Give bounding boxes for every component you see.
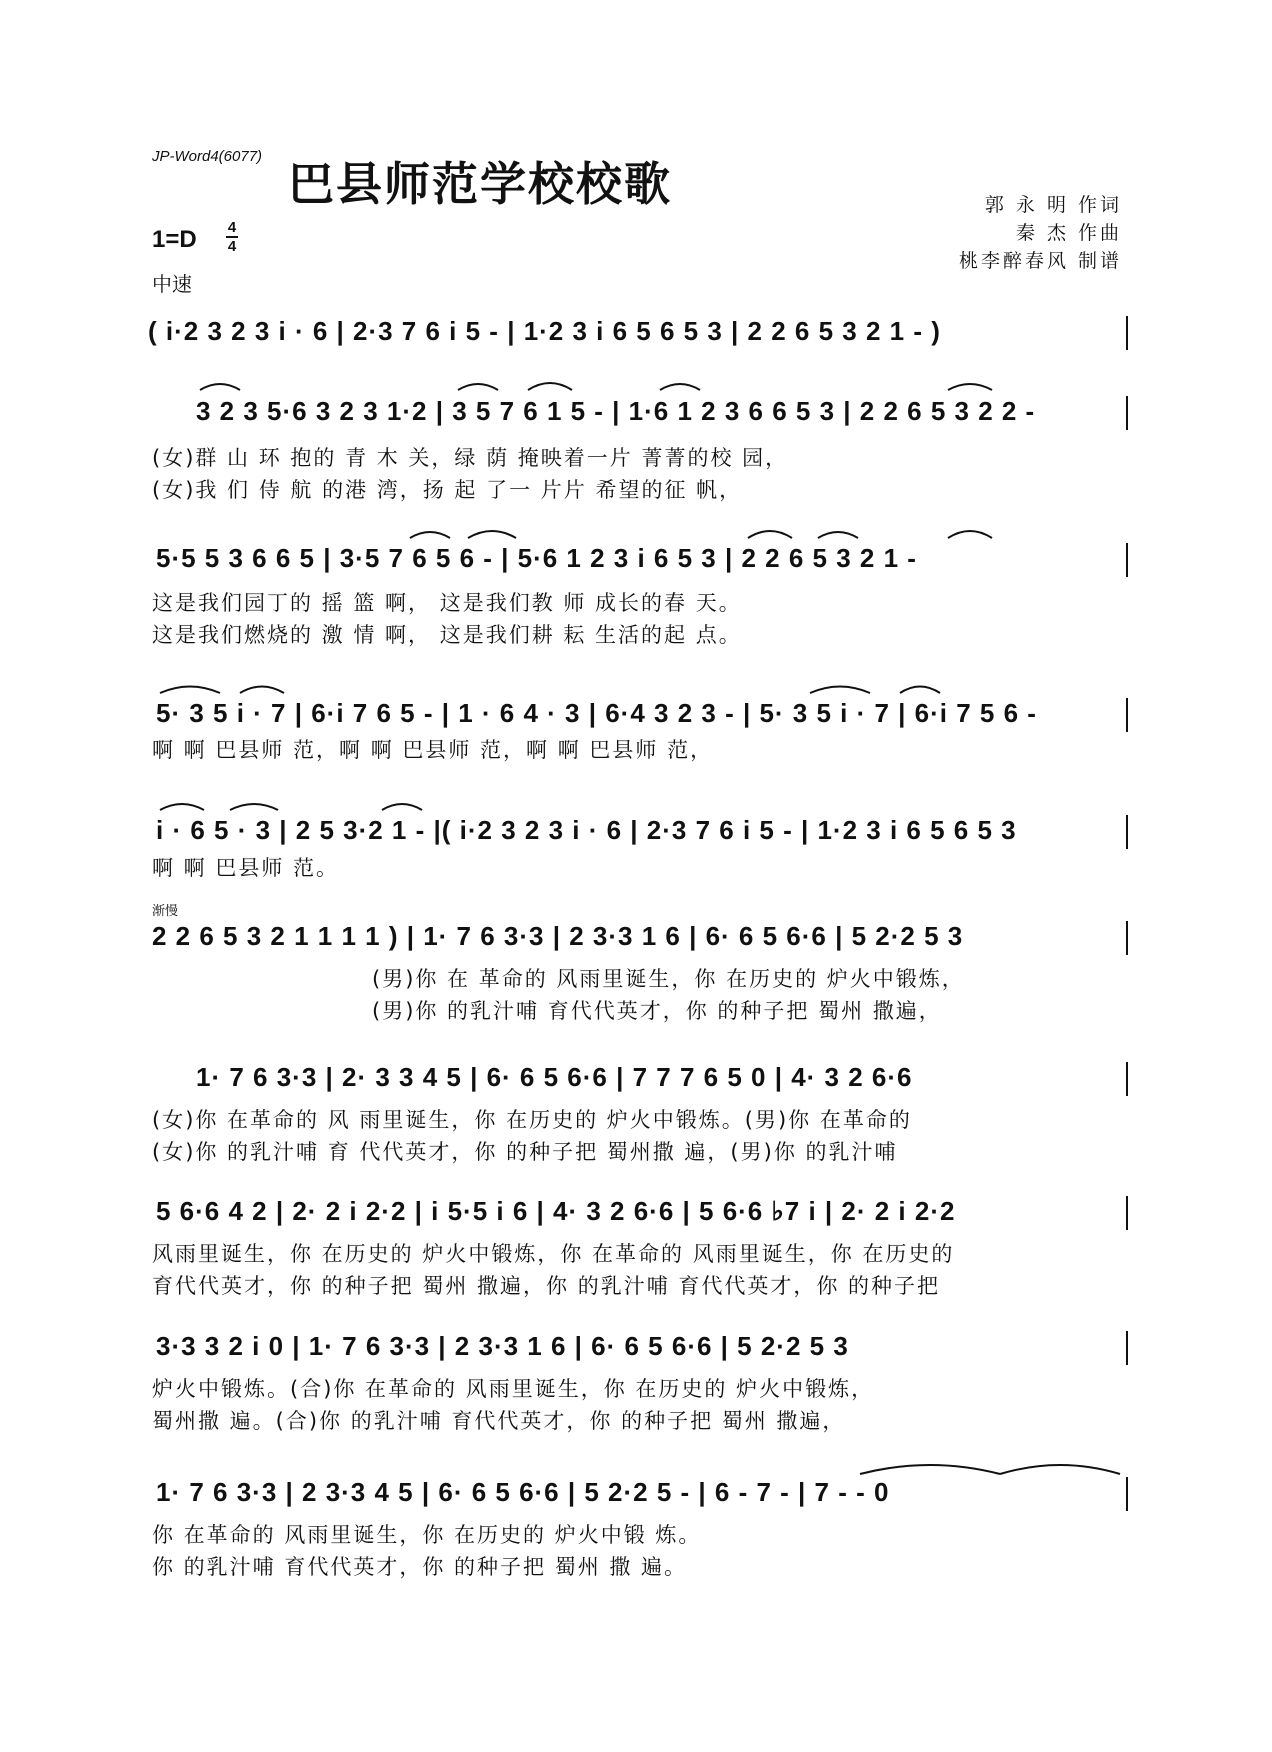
slur [900, 687, 940, 694]
slur [230, 804, 278, 810]
system-2-lyric-1: (女)群 山 环 抱的 青 木 关，绿 荫 掩映着一片 菁菁的校 园， [152, 446, 789, 470]
song-title: 巴县师范学校校歌 [288, 157, 672, 211]
slur [660, 384, 700, 390]
tempo-marking: 中速 [152, 272, 192, 296]
system-5-lyric-1: 啊 啊 巴县师 范。 [152, 856, 340, 880]
key-signature: 1=D [152, 226, 197, 253]
time-signature-bottom: 4 [227, 238, 237, 255]
lyricist-credit: 郭 永 明 作词 [984, 194, 1122, 216]
system-10-lyric-1: 你 在革命的 风雨里诞生，你 在历史的 炉火中锻 炼。 [152, 1523, 702, 1547]
system-3-lyric-1: 这是我们园丁的 摇 篮 啊， 这是我们教 师 成长的春 天。 [152, 591, 742, 615]
barline [1126, 543, 1128, 577]
ritardando-mark: 渐慢 [152, 904, 179, 919]
composer-credit: 秦 杰 作曲 [1015, 222, 1122, 244]
system-7-lyric-1: (女)你 在革命的 风 雨里诞生，你 在历史的 炉火中锻炼。(男)你 在革命的 [152, 1108, 912, 1132]
slur [748, 531, 792, 538]
system-4-notes: 5· 3 5 i · 7 | 6·i 7 6 5 - | 1 · 6 4 · 3 | 6·4 3 2 3 - | 5· 3 5 i · 7 | 6·i 7 5 6 - [156, 698, 1037, 728]
slur [410, 532, 450, 538]
slur [200, 384, 240, 390]
slur [860, 1465, 1000, 1474]
system-8-notes: 5 6·6 4 2 | 2· 2 i 2·2 | i 5·5 i 6 | 4· 3 2 6·6 | 5 6·6 ♭7 i | 2· 2 i 2·2 [156, 1196, 956, 1226]
system-3-notes: 5·5 5 3 6 6 5 | 3·5 7 6 5 6 - | 5·6 1 2 3 i 6 5 3 | 2 2 6 5 3 2 1 - [156, 543, 917, 573]
barline [1126, 396, 1128, 430]
system-6-lyric-1: (男)你 在 革命的 风雨里诞生，你 在历史的 炉火中锻炼， [372, 967, 965, 991]
barline [1126, 921, 1128, 955]
system-2-notes: 3 2 3 5·6 3 2 3 1·2 | 3 5 7 6 1 5 - | 1·6 1 2 3 6 6 5 3 | 2 2 6 5 3 2 2 - [196, 396, 1036, 426]
system-8-lyric-2: 育代代英才，你 的种子把 蜀州 撒遍，你 的乳汁哺 育代代英才，你 的种子把 [152, 1274, 941, 1298]
barline [1126, 1196, 1128, 1230]
barline [1126, 1477, 1128, 1511]
slur [818, 532, 858, 538]
system-7-lyric-2: (女)你 的乳汁哺 育 代代英才，你 的种子把 蜀州撒 遍，(男)你 的乳汁哺 [152, 1140, 898, 1164]
system-4-lyric-1: 啊 啊 巴县师 范，啊 啊 巴县师 范，啊 啊 巴县师 范， [152, 738, 714, 762]
barline [1126, 698, 1128, 732]
system-7-notes: 1· 7 6 3·3 | 2· 3 3 4 5 | 6· 6 5 6·6 | 7 7 7 6 5 0 | 4· 3 2 6·6 [196, 1062, 913, 1092]
system-2-lyric-2: (女)我 们 侍 航 的港 湾，扬 起 了一 片片 希望的征 帆， [152, 478, 743, 502]
slur [528, 383, 572, 390]
slur [810, 687, 870, 694]
software-tag: JP-Word4(6077) [152, 148, 263, 165]
slur [382, 804, 422, 810]
system-6-lyric-2: (男)你 的乳汁哺 育代代英才，你 的种子把 蜀州 撒遍， [372, 999, 942, 1023]
system-3-lyric-2: 这是我们燃烧的 激 情 啊， 这是我们耕 耘 生活的起 点。 [152, 623, 742, 647]
system-10-notes: 1· 7 6 3·3 | 2 3·3 4 5 | 6· 6 5 6·6 | 5 2·2 5 - | 6 - 7 - | 7 - - 0 [156, 1477, 890, 1507]
system-9-notes: 3·3 3 2 i 0 | 1· 7 6 3·3 | 2 3·3 1 6 | 6· 6 5 6·6 | 5 2·2 5 3 [156, 1331, 849, 1361]
barline [1126, 1062, 1128, 1096]
system-8-lyric-1: 风雨里诞生，你 在历史的 炉火中锻炼，你 在革命的 风雨里诞生，你 在历史的 [152, 1242, 955, 1266]
slur [160, 687, 220, 694]
time-signature-top: 4 [227, 219, 237, 236]
engraver-credit: 桃李醉春风 制谱 [958, 250, 1122, 272]
system-1-notes: ( i·2 3 2 3 i · 6 | 2·3 7 6 i 5 - | 1·2 3 i 6 5 6 5 3 | 2 2 6 5 3 2 1 - ) [148, 316, 941, 346]
slur [160, 804, 204, 810]
barline [1126, 815, 1128, 849]
slur [468, 531, 516, 538]
system-5-notes: i · 6 5 · 3 | 2 5 3·2 1 - |( i·2 3 2 3 i · 6 | 2·3 7 6 i 5 - | 1·2 3 i 6 5 6 5 3 [156, 815, 1017, 845]
system-10-lyric-2: 你 的乳汁哺 育代代英才，你 的种子把 蜀州 撒 遍。 [152, 1555, 688, 1579]
system-9-lyric-2: 蜀州撒 遍。(合)你 的乳汁哺 育代代英才，你 的种子把 蜀州 撒遍， [152, 1409, 846, 1433]
system-9-lyric-1: 炉火中锻炼。(合)你 在革命的 风雨里诞生，你 在历史的 炉火中锻炼， [152, 1377, 875, 1401]
slur [1000, 1465, 1120, 1474]
system-6-notes: 2 2 6 5 3 2 1 1 1 1 ) | 1· 7 6 3·3 | 2 3·3 1 6 | 6· 6 5 6·6 | 5 2·2 5 3 [152, 921, 964, 951]
slur [240, 687, 284, 694]
slur [458, 384, 498, 390]
barline [1126, 1331, 1128, 1365]
slur [948, 531, 992, 538]
slur [948, 384, 992, 390]
barline [1126, 316, 1128, 350]
